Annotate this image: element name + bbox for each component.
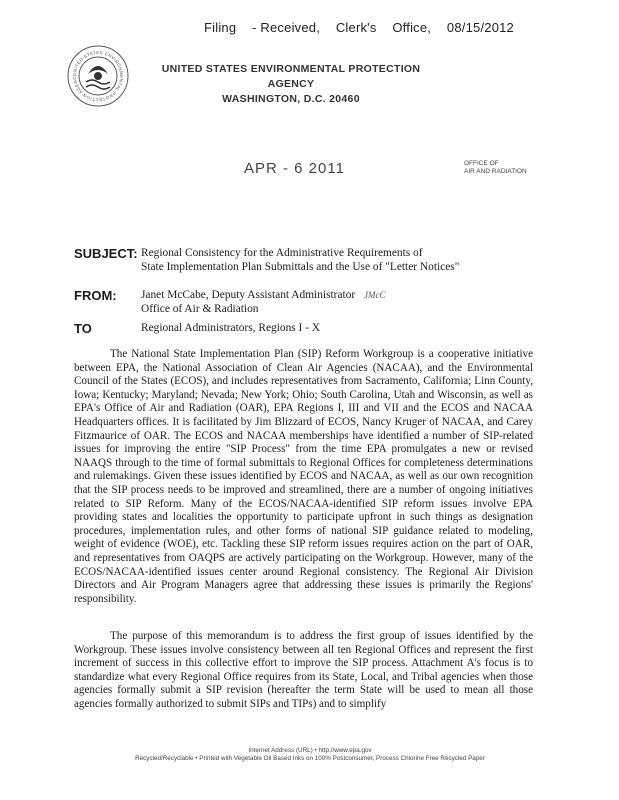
agency-name: UNITED STATES ENVIRONMENTAL PROTECTION AGENCY [161, 63, 421, 91]
clerks-word: Clerk's [335, 20, 377, 35]
filing-word: Filing [204, 20, 237, 35]
office-line-2: AIR AND RADIATION [464, 168, 527, 176]
from-line-1: Janet McCabe, Deputy Assistant Administrator [141, 289, 356, 301]
subject-label: SUBJECT: [74, 246, 138, 261]
epa-seal-icon [66, 44, 130, 108]
office-word: Office, [392, 20, 432, 35]
agency-letterhead [160, 62, 422, 108]
from-line-2: Office of Air & Radiation [141, 303, 259, 315]
body-paragraph-1-text: The National State Implementation Plan (SIP) Reform Workgroup is a cooperative initiative between EPA, the National Association of Clean Air Agencies (NACAA), and the Environmental Council of the States (ECOS), and includes representatives from Sacramento, California; Linn County, Iowa; Kentucky; Maryland; Nevada; New York; Ohio; South Carolina, Utah and Wisconsin, as well as EPA's Office of Air and Radiation (OAR), EPA Regions I, III and VII and the ECOS and NACAA Headquarters offices. It is facilitated by Jim Blizzard of ECOS, Nancy Kruger of NACAA, and Carey Fitzmaurice of OAR. The ECOS and NACAA memberships have identified a number of SIP-related issues for improving the entire "SIP Process" from the time EPA promulgates a new or revised NAAQS through to the time of formal submittals to Regional Offices for completeness determinations and rulemakings. Given these issues identified by ECOS and NACAA, as well as our own recognition that the SIP process needs to be improved and streamlined, there are a number of ongoing initiatives related to SIP Reform. Many of the ECOS/NACAA-identified SIP reform issues involve EPA providing states and localities the opportunity to participate upfront in such things as designation procedures, implementation rules, and other forms of national SIP guidance related to modeling, weight of evidence (WOE), etc. Tackling these SIP reform issues requires action on the part of OAR, and representatives from OAQPS are actively participating on the Workgroup. However, many of the ECOS/NACAA-identified issues center around Regional consistency. The Regional Air Division Directors and Air Program Managers agree that addressing these issues is primarily the Regions' responsibility. [74, 348, 533, 605]
body-paragraph-2 [74, 630, 533, 712]
body-paragraph-1 [74, 348, 533, 606]
received-word: - Received, [252, 20, 321, 35]
office-line-1: OFFICE OF [464, 160, 499, 167]
subject-line-2: State Implementation Plan Submittals and the Use of "Letter Notices" [141, 261, 460, 273]
agency-city: WASHINGTON, D.C. 20460 [222, 93, 360, 106]
to-label: TO [74, 321, 92, 336]
footer-line-2: Recycled/Recyclable • Printed with Vegetable Oil Based Inks on 100% Postconsumer, Process Chlorine Free Recycled Paper [135, 755, 485, 763]
subject-line-1: Regional Consistency for the Administrative Requirements of [141, 247, 423, 259]
filing-stamp-header [204, 20, 526, 35]
subject-value [141, 246, 521, 274]
office-block [464, 160, 527, 176]
body-paragraph-2-text: The purpose of this memorandum is to address the first group of issues identified by the Workgroup. These issues involve consistency between all ten Regional Offices and represent the first increment of success in this collective effort to improve the SIP process. Attachment A's focus is to standardize what every Regional Office requires from its State, Local, and Tribal agencies when those agencies formally submit a SIP revision (hereafter the term State will be used to mean all those agencies formally authorized to submit SIPs and TIPs) and to simplify [74, 630, 533, 710]
footer-line-1: Internet Address (URL) • http://www.epa.gov [248, 747, 372, 754]
from-initials: JMcC [364, 290, 386, 300]
from-label: FROM: [74, 288, 117, 303]
seal-ring-text: UNITED STATES ENVIRONMENTAL PROTECTION AGENC [71, 49, 125, 103]
svg-text:UNITED STATES ENVIRONMENTAL PR [66, 44, 124, 102]
date-stamp: APR - 6 2011 [244, 160, 345, 177]
epa-seal-logo [66, 44, 130, 108]
filing-date: 08/15/2012 [446, 20, 514, 35]
page-footer [60, 747, 560, 763]
to-value: Regional Administrators, Regions I - X [141, 322, 321, 334]
from-value [141, 288, 521, 316]
